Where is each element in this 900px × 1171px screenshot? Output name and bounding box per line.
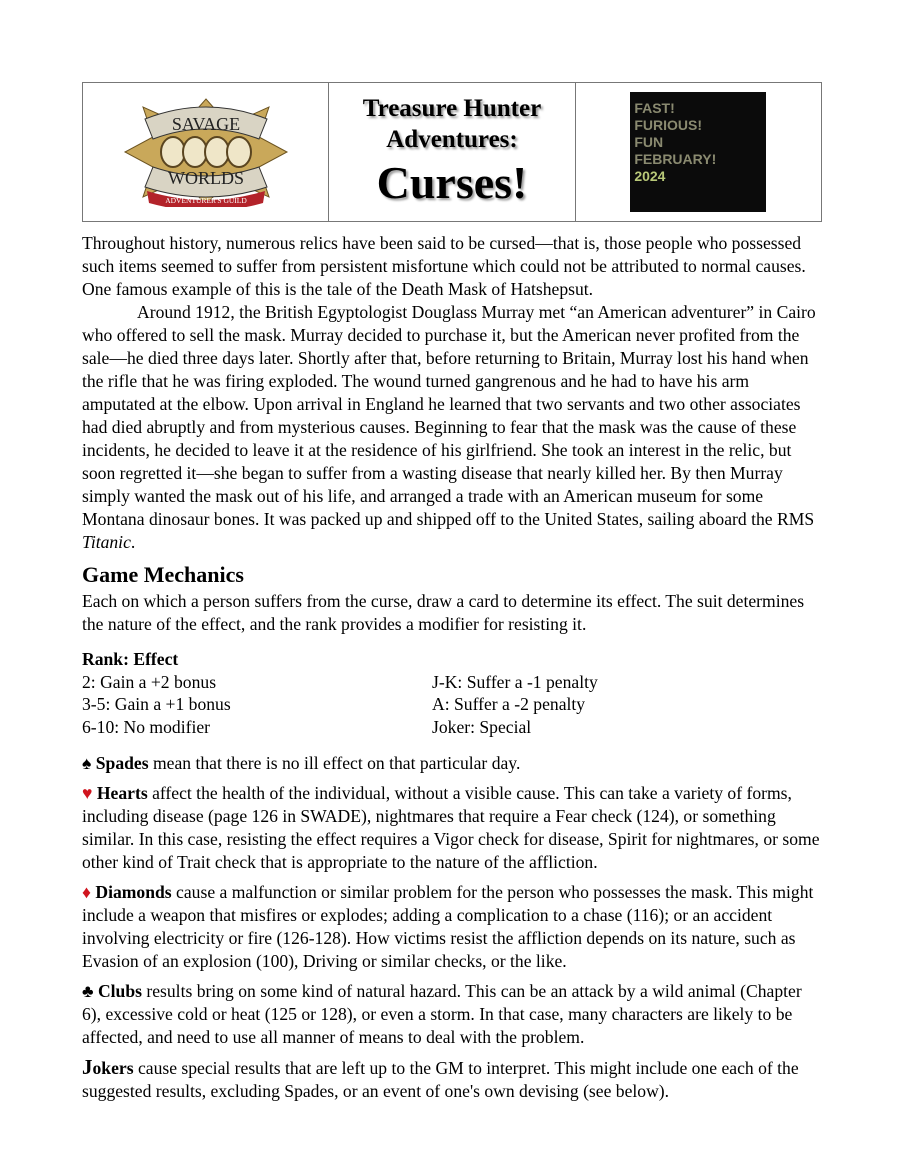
intro-paragraph-2 [82, 301, 822, 554]
badge-line: FEBRUARY! [634, 151, 717, 167]
suit-spades [82, 752, 822, 775]
badge-line: FAST! [634, 100, 675, 116]
title-line-1: Treasure Hunter [362, 95, 542, 122]
club-icon: ♣ [82, 981, 94, 1001]
document-page [82, 82, 822, 1103]
mechanics-text: Each on which a person suffers from the curse, draw a card to determine its effect. The suit determines the nature of the effect, and the rank provides a modifier for resisting it. [82, 591, 805, 634]
logo-ribbon-text: ADVENTURER'S GUILD [164, 196, 247, 205]
suit-text: affect the health of the individual, without a visible cause. This can take a variety of forms, including disease (page 126 in SWADE), nightmares that require a Fear check (124), or something similar. In this case, resisting the effect requires a Vigor check for disease, Spirit for nightmares, or some other kind of Trait check that is appropriate to the nature of the affliction. [82, 783, 820, 872]
suit-name: Diamonds [95, 882, 172, 902]
suit-text: cause a malfunction or similar problem for the person who possesses the mask. This might include a weapon that misfires or explodes; adding a complication to a chase (116); or an accident involving electricity or fire (126-128). How victims resist the affliction depends on its nature, such as Evasion of an explosion (100), Driving or similar checks, or the like. [82, 882, 814, 971]
rank-row: 3-5: Gain a +1 bonus [82, 694, 231, 714]
suit-name: Clubs [97, 981, 142, 1001]
badge-line: FURIOUS! [634, 117, 702, 133]
spade-icon: ♠ [82, 753, 92, 773]
rank-column-right [432, 671, 782, 739]
suit-clubs [82, 980, 822, 1049]
rank-column-left [82, 671, 432, 739]
diamond-icon: ♦ [82, 882, 91, 902]
savage-worlds-logo [123, 97, 289, 207]
suit-name: okers [92, 1058, 134, 1078]
suit-text: results bring on some kind of natural hazard. This can be an attack by a wild animal (Chapter 6), excessive cold or heat (125 or 128), or even a storm. In that case, many characters are likely to be affected, and need to use all manner of means to deal with the problem. [82, 981, 802, 1047]
logo-top-text: SAVAGE [171, 114, 240, 134]
suit-name: Hearts [96, 783, 148, 803]
suit-text: cause special results that are left up to the GM to interpret. This might include one each of the suggested results, excluding Spades, or an event of one's own devising (see below). [82, 1058, 799, 1101]
suit-text: mean that there is no ill effect on that particular day. [148, 753, 521, 773]
suit-name: Spades [95, 753, 149, 773]
rank-row: Joker: Special [432, 716, 532, 737]
header-cell-logo [83, 83, 329, 221]
document-title [363, 93, 541, 211]
title-main: Curses! [376, 157, 528, 208]
suit-hearts [82, 782, 822, 874]
header-cell-title [329, 83, 575, 221]
fast-furious-fun-february-badge [630, 92, 766, 212]
header-table [82, 82, 822, 222]
rank-effect-table [82, 648, 822, 738]
paragraph-text: Around 1912, the British Egyptologist Douglass Murray met “an American adventurer” in Cairo who offered to sell the mask. Murray decided to purchase it, but the American never profited from the sale—he died three days later. Shortly after that, before returning to Britain, Murray lost his hand when the rifle that he was firing exploded. The wound turned gangrenous and he had to have his arm amputated at the elbow. Upon arrival in England he learned that two servants and two other associates had died abruptly and from mysterious causes. Beginning to fear that the mask was the cause of these incidents, he decided to leave it at the residence of his girlfriend. She took an interest in the relic, but soon regretted it—she began to suffer from a wasting disease that nearly killed her. By then Murray simply wanted the mask out of his life, and arranged a trade with an American museum for some Montana dinosaur bones. It was packed up and shipped off to the United States, sailing aboard the RMS [82, 302, 816, 529]
ship-name: Titanic [82, 532, 131, 552]
badge-line: 2024 [634, 168, 666, 184]
rank-row: A: Suffer a -2 penalty [432, 694, 586, 714]
rank-row: J-K: Suffer a -1 penalty [432, 671, 598, 692]
section-heading-game-mechanics: Game Mechanics [82, 562, 244, 587]
title-line-2: Adventures: [386, 126, 518, 153]
logo-bottom-text: WORLDS [167, 168, 244, 188]
intro-paragraph-1: Throughout history, numerous relics have been said to be cursed—that is, those people who possessed such items seemed to suffer from persistent misfortune which could not be attributed to normal causes. One famous example of this is the tale of the Death Mask of Hatshepsut. [82, 233, 806, 299]
header-cell-badge [576, 83, 821, 221]
rank-heading: Rank: Effect [82, 649, 179, 669]
paragraph-end: . [130, 532, 136, 552]
joker-initial: J [82, 1055, 93, 1079]
rank-row: 6-10: No modifier [82, 716, 211, 737]
rank-row: 2: Gain a +2 bonus [82, 671, 217, 692]
suit-jokers [82, 1056, 822, 1103]
badge-line: FUN [634, 134, 664, 150]
suit-diamonds [82, 881, 822, 973]
heart-icon: ♥ [82, 783, 93, 803]
